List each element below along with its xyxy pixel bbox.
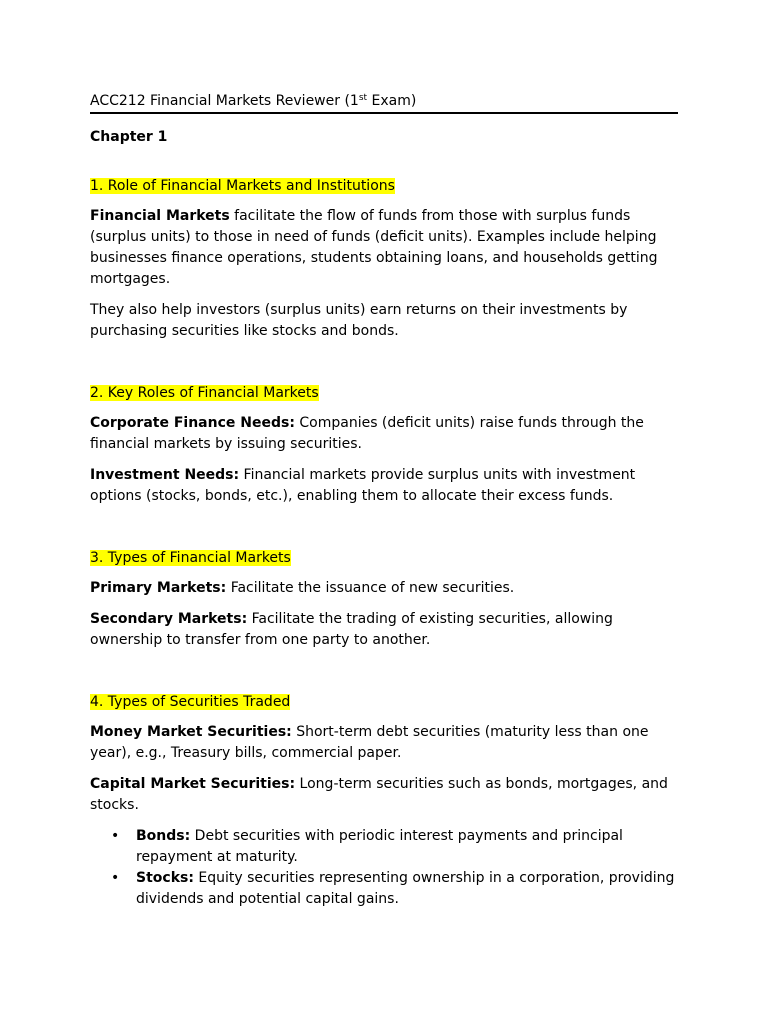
section-4-paragraph-1-text: Short-term debt securities (maturity less than one year), e.g., Treasury bills, commercial paper. bbox=[90, 724, 649, 761]
section-2-paragraph-2 bbox=[90, 465, 678, 507]
bullet-dot-icon: • bbox=[111, 828, 120, 844]
section-3-paragraph-2-text: Facilitate the trading of existing securities, allowing ownership to transfer from one party to another. bbox=[90, 611, 613, 648]
section-3-paragraph-2 bbox=[90, 609, 678, 651]
section-1-paragraph-1 bbox=[90, 206, 678, 290]
bullet-bonds-text: Debt securities with periodic interest payments and principal repayment at maturity. bbox=[136, 828, 623, 865]
document-header bbox=[90, 91, 678, 114]
term-investment-needs: Investment Needs: bbox=[90, 467, 240, 483]
section-2-paragraph-2-text: Financial markets provide surplus units with investment options (stocks, bonds, etc.), enabling them to allocate their excess funds. bbox=[90, 467, 636, 504]
section-heading-2 bbox=[90, 383, 678, 403]
bullet-item-bonds bbox=[90, 826, 678, 868]
section-heading-3 bbox=[90, 548, 678, 568]
section-4-paragraph-2 bbox=[90, 774, 678, 816]
header-title-tail: Exam) bbox=[367, 93, 417, 109]
header-title: ACC212 Financial Markets Reviewer (1 bbox=[90, 93, 359, 109]
document-page bbox=[90, 91, 678, 910]
bullet-item-stocks bbox=[90, 868, 678, 910]
term-secondary-markets: Secondary Markets: bbox=[90, 611, 248, 627]
securities-bullet-list bbox=[90, 826, 678, 910]
bullet-stocks-text: Equity securities representing ownership in a corporation, providing dividends and potential capital gains. bbox=[136, 870, 675, 907]
chapter-title: Chapter 1 bbox=[90, 129, 168, 145]
section-1-paragraph-2 bbox=[90, 300, 678, 342]
section-3-paragraph-1-text: Facilitate the issuance of new securities. bbox=[226, 580, 515, 596]
term-bonds: Bonds: bbox=[136, 828, 191, 844]
section-heading-4 bbox=[90, 692, 678, 712]
section-1-paragraph-1-text: facilitate the flow of funds from those with surplus funds (surplus units) to those in need of funds (deficit units). Examples include helping businesses finance operations, students obtaining loans, and households getting mortgages. bbox=[90, 208, 658, 287]
section-2-paragraph-1 bbox=[90, 413, 678, 455]
header-title-superscript: st bbox=[358, 93, 368, 103]
section-2-paragraph-1-text: Companies (deficit units) raise funds through the financial markets by issuing securities. bbox=[90, 415, 644, 452]
section-heading-3-text: 3. Types of Financial Markets bbox=[90, 550, 291, 566]
term-stocks: Stocks: bbox=[136, 870, 194, 886]
term-corporate-finance-needs: Corporate Finance Needs: bbox=[90, 415, 295, 431]
section-3-paragraph-1 bbox=[90, 578, 678, 599]
section-4-paragraph-1 bbox=[90, 722, 678, 764]
section-heading-1-text: 1. Role of Financial Markets and Institutions bbox=[90, 178, 395, 194]
section-heading-2-text: 2. Key Roles of Financial Markets bbox=[90, 385, 319, 401]
section-4-paragraph-2-text: Long-term securities such as bonds, mortgages, and stocks. bbox=[90, 776, 668, 813]
term-money-market-securities: Money Market Securities: bbox=[90, 724, 292, 740]
term-financial-markets: Financial Markets bbox=[90, 208, 230, 224]
term-primary-markets: Primary Markets: bbox=[90, 580, 227, 596]
section-heading-4-text: 4. Types of Securities Traded bbox=[90, 694, 291, 710]
bullet-dot-icon: • bbox=[111, 870, 120, 886]
term-capital-market-securities: Capital Market Securities: bbox=[90, 776, 296, 792]
section-heading-1 bbox=[90, 176, 678, 196]
section-1-paragraph-2-text: They also help investors (surplus units) earn returns on their investments by purchasing securities like stocks and bonds. bbox=[90, 302, 628, 339]
